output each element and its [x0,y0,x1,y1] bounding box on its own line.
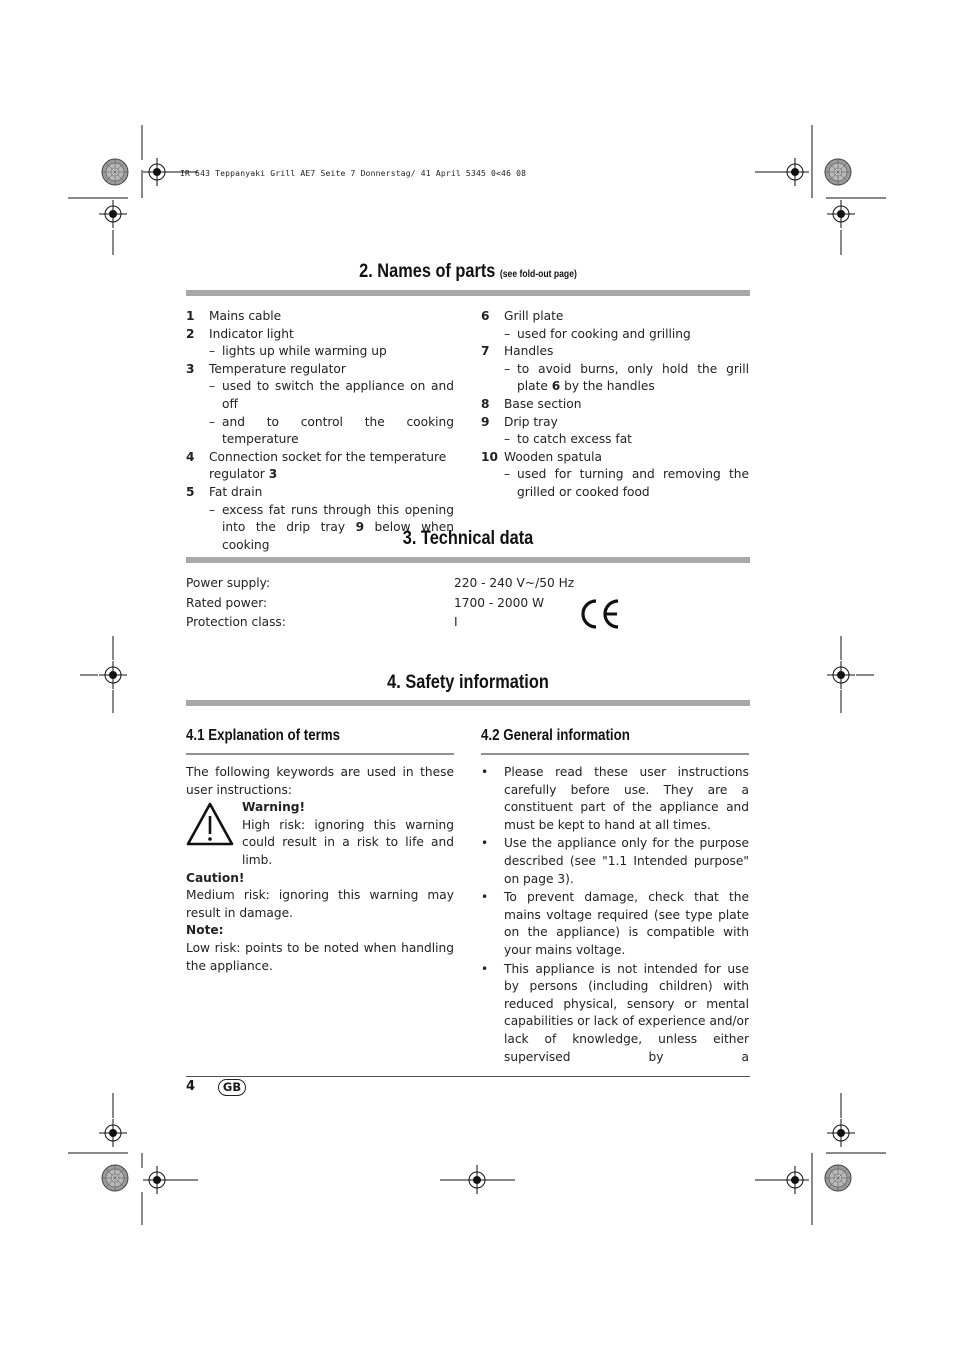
list-item: • This appliance is not intended for use by persons (including children) with reduced physical, sensory or mental capabilities or lack of experience and/or lack of knowledge, unless either supervised by a [481,961,749,1064]
warning-block [186,799,454,869]
list-item: • To prevent damage, check that the mains voltage required (see type plate on the appliance) is compatible with your mains voltage. [481,890,749,957]
list-item: • Use the appliance only for the purpose described (see "1.1 Intended purpose" on page 3). [481,836,749,886]
part-sub: – used to switch the appliance on and off [209,379,454,411]
print-slug: IR 643 Teppanyaki Grill AE7 Seite 7 Donnerstag/ 41 April 5345 0<46 08 [180,169,527,178]
part-item: 4 Connection socket for the temperature regulator 3 [186,449,447,482]
note-text: Low risk: points to be noted when handling the appliance. [186,940,454,973]
part-item: 6 Grill plate [481,309,564,323]
caution-text: Medium risk: ignoring this warning may result in damage. [186,888,454,920]
warning-text: High risk: ignoring this warning could result in a risk to life and limb. [242,817,454,867]
parts-list-left [186,308,454,554]
registration-mark-icon [781,1166,809,1194]
registration-mark-icon [827,1119,855,1147]
part-item: 1 Mains cable [186,309,282,323]
intro-text: The following keywords are used in these user instructions: [186,765,454,797]
color-calibration-icon [102,159,128,185]
technical-data-table [186,574,586,633]
part-sub: – and to control the cooking temperature [209,414,454,447]
color-calibration-icon [102,1165,128,1191]
tech-row: Power supply: 220 - 240 V~/50 Hz [186,576,575,590]
registration-mark-icon [463,1166,491,1194]
registration-mark-icon [99,200,127,228]
section-4-heading: 4. Safety information [387,672,549,693]
part-sub: – lights up while warming up [209,344,387,359]
list-item: • Please read these user instructions carefully before use. They are a constituent part of the appliance and must be kept to hand at all times. [481,765,749,832]
part-sub: – used for turning and removing the grilled or cooked food [504,467,749,499]
color-calibration-icon [825,159,851,185]
page-number: 4 [186,1079,196,1094]
registration-mark-icon [143,1166,171,1194]
part-sub: – to catch excess fat [504,432,632,447]
subsection-4-2-rule [481,753,749,755]
registration-mark-icon [99,1119,127,1147]
warning-title: Warning! [242,800,306,815]
section-2-rule [186,290,750,296]
registration-mark-icon [143,158,171,186]
part-item: 8 Base section [481,396,582,411]
tech-row: Rated power: 1700 - 2000 W [186,595,545,610]
subsection-4-1-title: 4.1 Explanation of terms [186,727,341,744]
section-2-title: 2. Names of parts [359,261,496,282]
parts-list-right [481,308,749,502]
part-sub: – used for cooking and grilling [504,326,691,341]
section-2-title-note: (see fold-out page) [499,269,577,280]
section-3-rule [186,557,750,563]
registration-mark-icon [827,200,855,228]
subsection-4-1-rule [186,753,454,755]
color-calibration-icon [825,1165,851,1191]
ce-mark-icon [576,597,622,631]
caution-title: Caution! [186,870,245,885]
note-title: Note: [186,923,224,938]
language-badge: GB [218,1079,246,1096]
part-item: 2 Indicator light [186,326,294,341]
footer-rule [186,1076,750,1077]
registration-mark-icon [827,661,855,689]
subsection-4-2-title: 4.2 General information [481,727,630,744]
section-4-rule [186,700,750,706]
general-information [481,764,749,1066]
section-2-heading [225,261,710,283]
explanation-of-terms [186,764,454,975]
part-sub: – excess fat runs through this opening into the drip tray 9 below when cooking [209,502,454,552]
part-item: 3 Temperature regulator [186,361,346,376]
part-item: 10 Wooden spatula [481,449,602,464]
part-sub: – to avoid burns, only hold the grill plate 6 by the handles [504,361,749,394]
section-3-heading: 3. Technical data [402,528,534,549]
registration-mark-icon [99,661,127,689]
part-item: 5 Fat drain [186,484,263,499]
tech-row: Protection class: I [186,615,458,629]
part-item: 7 Handles [481,344,554,359]
part-item: 9 Drip tray [481,414,558,429]
registration-mark-icon [781,158,809,186]
warning-triangle-icon [186,802,234,846]
